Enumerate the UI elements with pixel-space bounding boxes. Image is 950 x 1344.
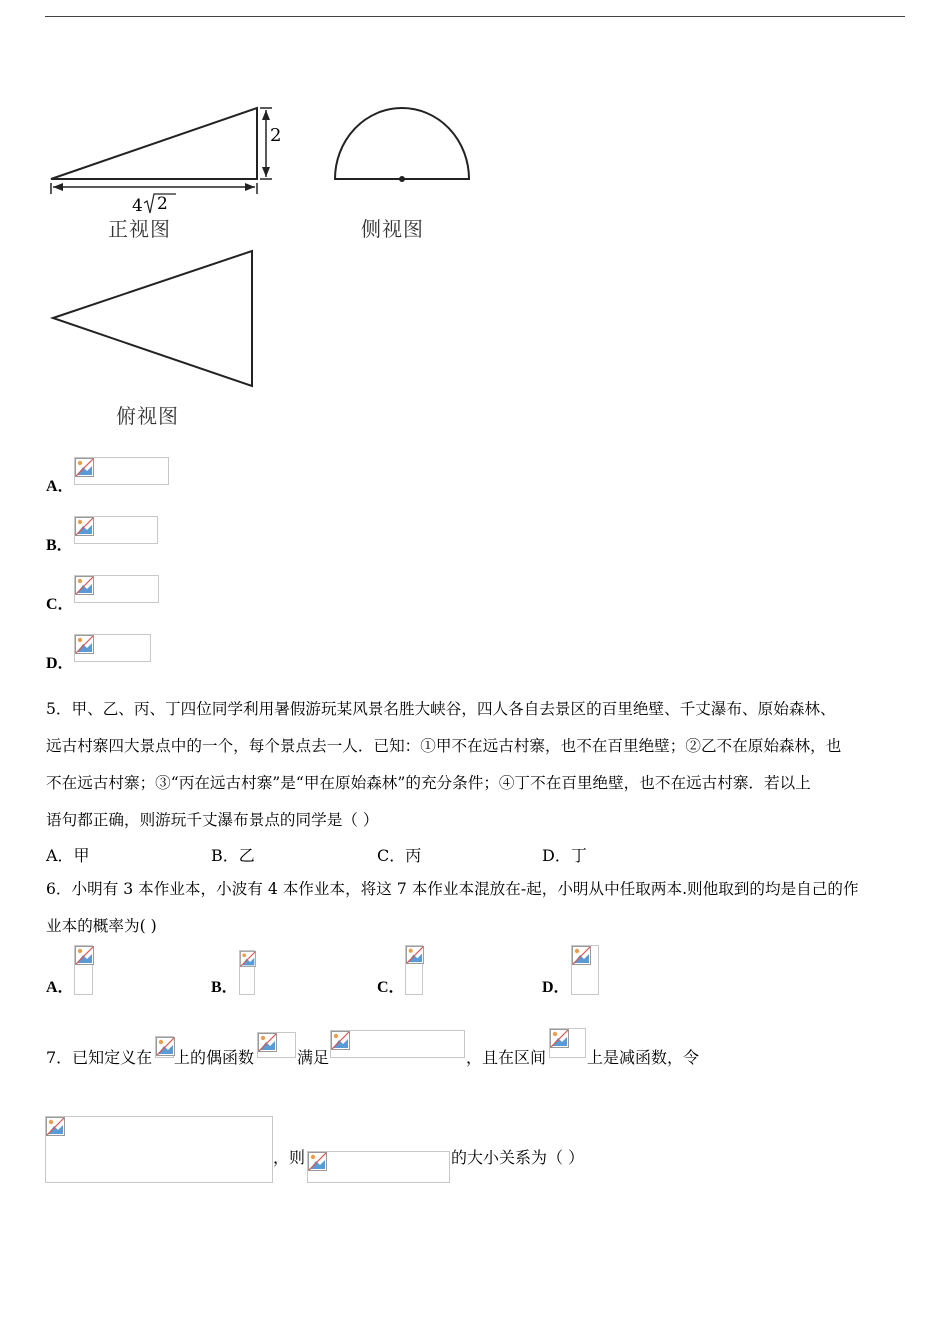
broken-image-icon [550, 1029, 569, 1048]
side-view-semicircle [335, 108, 469, 179]
q6-option-b-image [239, 950, 255, 995]
q5-option-b: B．乙 [211, 846, 255, 865]
q7-text-5: 上是减函数，令 [587, 1048, 700, 1067]
broken-image-icon [308, 1152, 327, 1171]
broken-image-icon [46, 1117, 65, 1136]
q7-image-values [307, 1151, 450, 1183]
broken-image-icon [572, 946, 591, 965]
top-view-triangle [53, 251, 252, 386]
base-coef-label: 4 [132, 196, 143, 216]
q6-line-1: 6．小明有 3 本作业本，小波有 4 本作业本，将这 7 本作业本混放在-起，小明从中任取两本.则他取到的均是自己的作 [46, 880, 859, 898]
q6-option-d-label: D． [542, 979, 570, 996]
q6-option-d-image [571, 945, 599, 995]
broken-image-icon [240, 951, 256, 967]
q7-text-3: 满足 [297, 1048, 330, 1067]
height-label: 2 [270, 125, 282, 146]
q7-text-1: 7．已知定义在 [46, 1048, 153, 1067]
center-dot [399, 176, 405, 182]
front-view-caption: 正视图 [108, 217, 171, 241]
top-view-caption: 俯视图 [116, 404, 179, 428]
q4-option-b-label: B． [46, 537, 73, 554]
broken-image-icon [406, 946, 424, 964]
q5-line-4: 语句都正确，则游玩千丈瀑布景点的同学是（ ） [46, 811, 379, 829]
q6-line-2: 业本的概率为( ) [46, 917, 157, 935]
broken-image-icon [75, 458, 94, 477]
q5-line-3: 不在远古村寨；③“丙在远古村寨”是“甲在原始森林”的充分条件；④丁不在百里绝壁，也不在远古村寨．若以上 [46, 774, 811, 792]
q7-image-definitions [45, 1116, 273, 1183]
q7-image-domain [155, 1036, 174, 1058]
q5-option-d: D．丁 [542, 846, 587, 865]
q4-option-c-label: C． [46, 596, 74, 613]
broken-image-icon [258, 1033, 277, 1052]
q4-option-c-image [74, 575, 159, 603]
q4-option-b-image [74, 516, 158, 544]
q6-option-a-label: A． [46, 979, 74, 996]
header-rule [45, 16, 905, 17]
base-radicand-label: 2 [157, 194, 168, 214]
front-view-triangle [51, 108, 257, 179]
q4-option-d-label: D． [46, 655, 74, 672]
q7-image-condition [330, 1030, 465, 1058]
q4-option-d-image [74, 634, 151, 662]
q7-text-7: 的大小关系为（ ） [451, 1148, 585, 1167]
q7-text-2: 上的偶函数 [174, 1048, 255, 1067]
q6-option-c-label: C． [377, 979, 405, 996]
q7-text-4: ，且在区间 [466, 1048, 547, 1067]
q5-option-a: A．甲 [46, 846, 90, 865]
q7-image-function [257, 1032, 296, 1058]
q6-option-c-image [405, 945, 423, 995]
broken-image-icon [75, 517, 94, 536]
broken-image-icon [75, 946, 94, 965]
broken-image-icon [156, 1037, 175, 1056]
q5-option-c: C．丙 [377, 846, 422, 865]
broken-image-icon [75, 576, 94, 595]
q7-text-6: ，则 [273, 1148, 306, 1167]
broken-image-icon [331, 1031, 350, 1050]
q4-option-a-label: A． [46, 478, 74, 495]
q6-option-b-label: B． [211, 979, 238, 996]
q5-line-2: 远古村寨四大景点中的一个，每个景点去一人．已知：①甲不在远古村寨，也不在百里绝壁；②乙不在原始森林，也 [46, 737, 842, 755]
q4-option-a-image [74, 457, 169, 485]
q6-option-a-image [74, 945, 93, 995]
q7-image-interval [549, 1028, 586, 1058]
side-view-caption: 侧视图 [361, 217, 424, 241]
three-view-figure [40, 95, 490, 435]
q5-line-1: 5．甲、乙、丙、丁四位同学利用暑假游玩某风景名胜大峡谷，四人各自去景区的百里绝壁、千丈瀑布、原始森林、 [46, 700, 836, 718]
broken-image-icon [75, 635, 94, 654]
